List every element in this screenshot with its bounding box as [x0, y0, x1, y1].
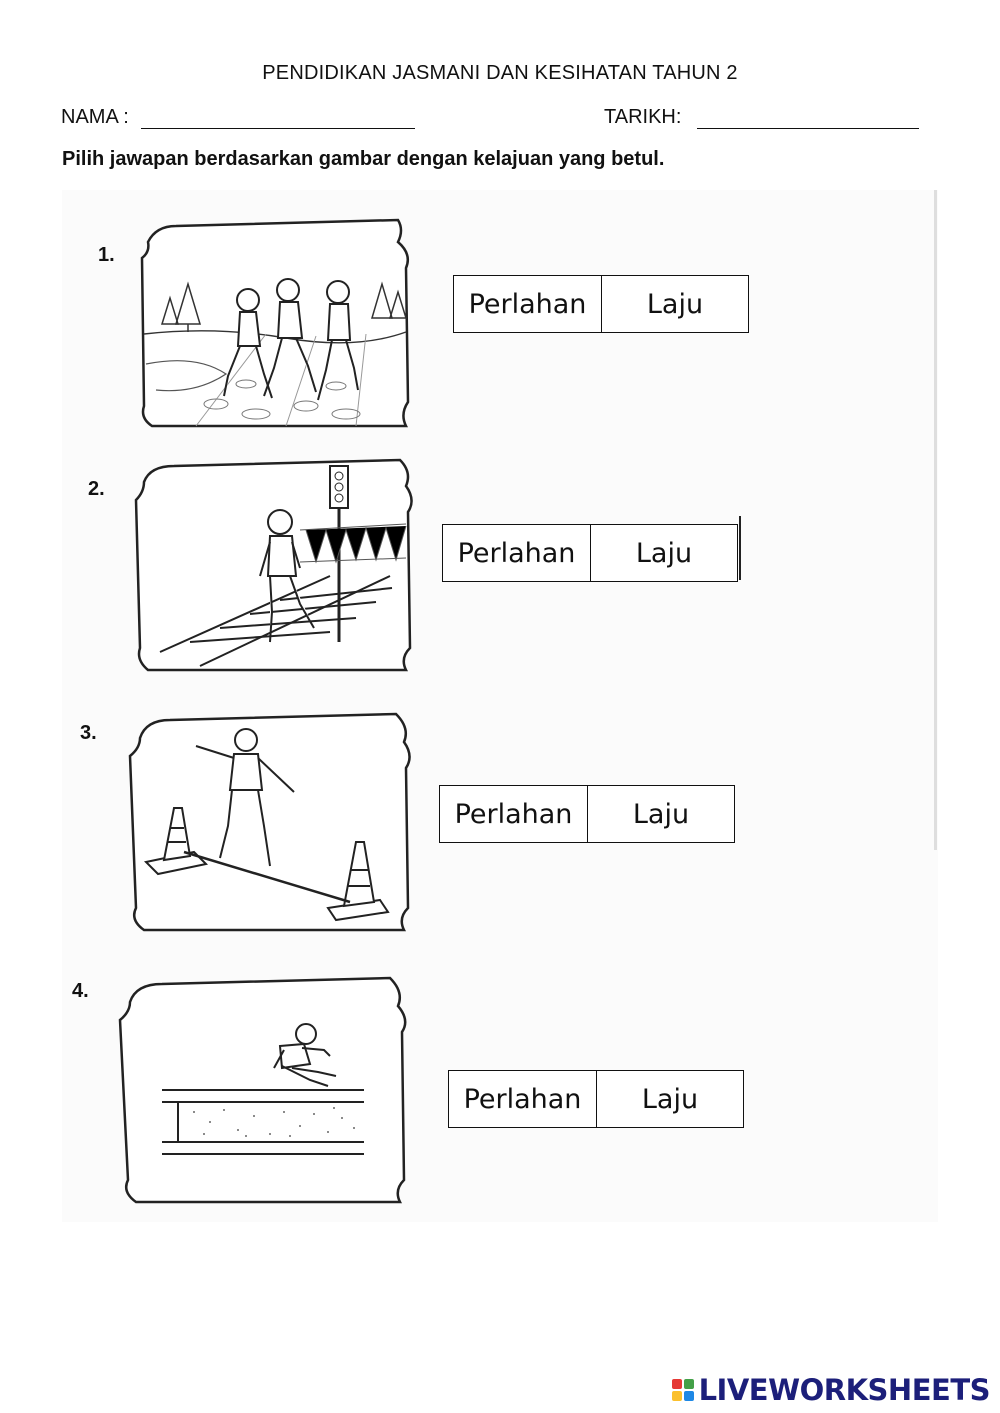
question-number-3: 3.	[80, 722, 97, 744]
option-laju-4[interactable]: Laju	[596, 1071, 743, 1127]
liveworksheets-logo-icon	[672, 1379, 694, 1401]
option-perlahan-1[interactable]: Perlahan	[468, 288, 587, 320]
name-label: NAMA :	[61, 106, 129, 128]
answer-group-4	[448, 1070, 744, 1128]
option-perlahan-3[interactable]: Perlahan	[454, 798, 573, 830]
answer-group-3	[439, 785, 735, 843]
question-number-2: 2.	[88, 478, 105, 500]
worksheet-title: PENDIDIKAN JASMANI DAN KESIHATAN TAHUN 2	[262, 62, 738, 84]
option-laju-1[interactable]: Laju	[601, 276, 748, 332]
option-laju-3[interactable]: Laju	[587, 786, 734, 842]
name-line	[141, 110, 415, 129]
instruction-text: Pilih jawapan berdasarkan gambar dengan kelajuan yang betul.	[62, 148, 665, 170]
liveworksheets-brand-text: LIVEWORKSHEETS	[698, 1373, 990, 1407]
balance-beam-cones-illustration	[124, 706, 416, 934]
option-perlahan-2[interactable]: Perlahan	[457, 537, 576, 569]
stray-border-line	[739, 516, 741, 580]
logo-square-yellow	[672, 1391, 682, 1401]
liveworksheets-branding	[672, 1373, 990, 1407]
scan-edge	[934, 190, 937, 850]
crosswalk-illustration	[130, 452, 416, 674]
logo-square-blue	[684, 1391, 694, 1401]
logo-square-red	[672, 1379, 682, 1389]
answer-group-1	[453, 275, 749, 333]
date-line	[697, 110, 919, 129]
long-jump-illustration	[114, 972, 414, 1208]
option-laju-2[interactable]: Laju	[590, 525, 737, 581]
running-children-illustration	[136, 214, 414, 430]
date-label: TARIKH:	[604, 106, 682, 128]
answer-group-2	[442, 524, 738, 582]
option-perlahan-4[interactable]: Perlahan	[463, 1083, 582, 1115]
question-number-4: 4.	[72, 980, 89, 1002]
question-number-1: 1.	[98, 244, 115, 266]
logo-square-green	[684, 1379, 694, 1389]
